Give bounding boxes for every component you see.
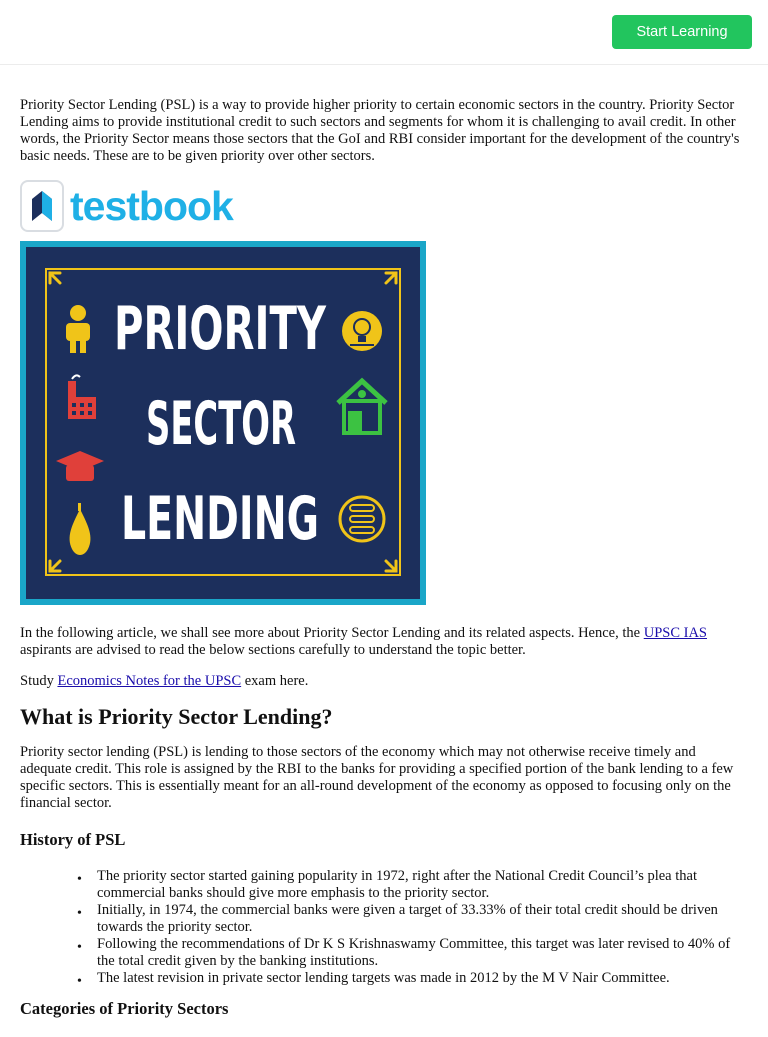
section-heading-what-is-psl: What is Priority Sector Lending? — [20, 704, 333, 729]
economics-notes-link[interactable]: Economics Notes for the UPSC — [57, 673, 242, 689]
banner-line-2: SECTOR — [146, 389, 296, 459]
lightbulb-icon — [342, 311, 382, 351]
history-list-item: • Following the recommendations of Dr K S Krishnaswamy Committee, this target was later revised to 40% of the total credit given by the banking institutions. — [97, 936, 748, 970]
start-learning-button[interactable]: Start Learning — [612, 15, 752, 49]
intro-paragraph: Priority Sector Lending (PSL) is a way to provide higher priority to certain economic sectors in the country. Priority Sector Lending aims to provide institutional credit to such sectors and segments for whom it is challenging to avail credit. In other words, the Priority Sector means those sectors that the GoI and RBI consider important for the development of the country's basic needs. These are to be given priority over other sectors. — [20, 97, 740, 164]
history-list-item: • The latest revision in private sector lending targets was made in 2012 by the M V Nair Committee. — [97, 970, 748, 987]
banner-line-1: PRIORITY — [114, 294, 328, 364]
section-body-what-is-psl: Priority sector lending (PSL) is lending to those sectors of the economy which may not otherwise receive timely and adequate credit. This role is assigned by the RBI to the banks for providing a specified portion of the bank lending to a few specific sectors. This is essentially meant for an all-round development of the economy as opposed to focusing only on the financial sector. — [20, 744, 734, 811]
history-list — [20, 868, 748, 987]
testbook-badge-icon — [20, 180, 64, 232]
article-intro-paragraph: In the following article, we shall see more about Priority Sector Lending and its related aspects. Hence, the UPSC IAS aspirants are advised to read the below sections carefully to understand the topic better. — [20, 625, 707, 658]
history-list-item: • The priority sector started gaining popularity in 1972, right after the National Credit Council’s plea that commercial banks should give more emphasis to the priority sector. — [97, 868, 748, 902]
priority-sector-lending-banner — [20, 241, 426, 605]
upsc-ias-link[interactable]: UPSC IAS — [643, 625, 707, 641]
testbook-logo — [20, 179, 748, 233]
banner-line-3: LENDING — [121, 484, 319, 554]
testbook-logo-text: testbook — [70, 182, 233, 229]
section-heading-history: History of PSL — [20, 830, 126, 849]
section-heading-categories: Categories of Priority Sectors — [20, 999, 229, 1018]
article-body — [20, 97, 748, 1037]
history-list-item: • Initially, in 1974, the commercial banks were given a target of 33.33% of their total credit should be driven towards the priority sector. — [97, 902, 748, 936]
study-line: Study Economics Notes for the UPSC exam here. — [20, 673, 309, 689]
top-bar — [0, 0, 768, 65]
